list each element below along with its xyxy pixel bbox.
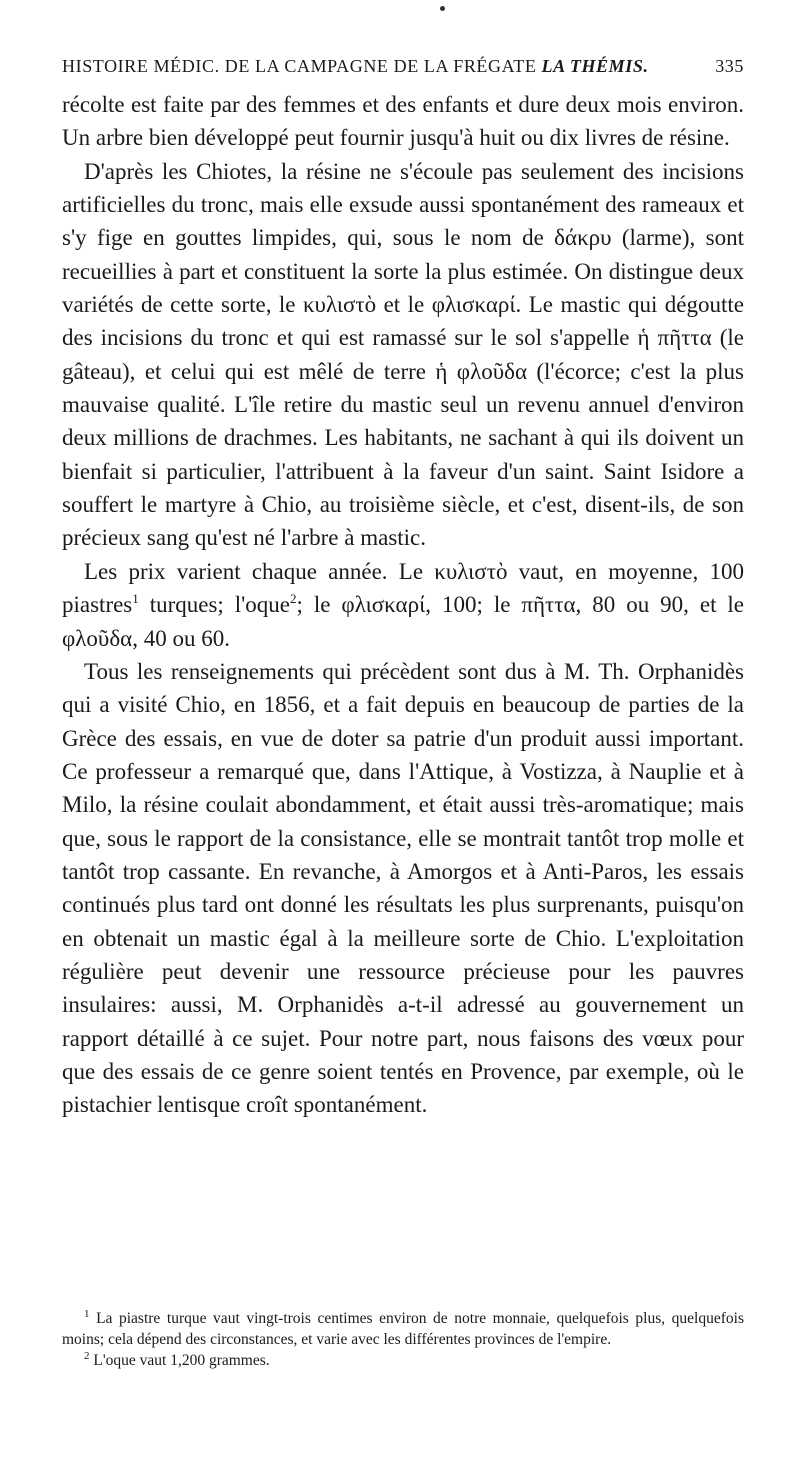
body-text [62,88,744,1122]
footnotes [62,1308,744,1371]
paragraph-2: D'après les Chiotes, la résine ne s'écoule pas seulement des incisions artificielles du tronc, mais elle exsude aussi spontanément des rameaux et s'y fige en gouttes limpides, qui, sous le nom de δάκρυ (larme), sont recueillies à part et constituent la sorte la plus estimée. On distingue deux variétés de cette sorte, le κυλιστὸ et le φλισκαρί. Le mastic qui dégoutte des incisions du tronc et qui est ramassé sur le sol s'appelle ἡ πῆττα (le gâteau), et celui qui est mêlé de terre ἡ φλοῦδα (l'écorce; c'est la plus mauvaise qualité. L'île retire du mastic seul un revenu annuel d'environ deux millions de drachmes. Les habitants, ne sachant à qui ils doivent un bienfait si particulier, l'attribuent à la faveur d'un saint. Saint Isidore a souffert le martyre à Chio, au troisième siècle, et c'est, disent-ils, de son précieux sang qu'est né l'arbre à mastic. [62,158,744,551]
footnote-1: $^1$ La piastre turque vaut vingt-trois centimes environ de notre monnaie, quelquefois plus, quelquefois moins; cela dépend des circonstances, et varie avec les différentes provinces de l'empire. [62,1308,744,1348]
paragraph-1: récolte est faite par des femmes et des enfants et dure deux mois environ. Un arbre bien développé peut fournir jusqu'à huit ou dix livres de résine. [62,92,744,151]
running-title-italic: LA THÉMIS. [541,56,649,76]
paragraph-3: Les prix varient chaque année. Le κυλιστὸ vaut, en moyenne, 100 piastres$^1$ turques; l'oque$^2$; le φλισκαρί, 100; le πῆττα, 80 ou 90, et le φλοῦδα, 40 ou 60. [62,558,745,651]
page-number: 335 [715,56,744,76]
footnote-2: $^2$ L'oque vaut 1,200 grammes. [84,1350,270,1369]
paragraph-4: Tous les renseignements qui précèdent sont dus à M. Th. Orphanidès qui a visité Chio, en 1856, et a fait depuis en beaucoup de parties de la Grèce des essais, en vue de doter sa patrie d'un produit aussi important. Ce professeur a remarqué que, dans l'Attique, à Vostizza, à Nauplie et à Milo, la résine coulait abondamment, et était aussi très-aromatique; mais que, sous le rapport de la consistance, elle se montrait tantôt trop molle et tantôt trop cassante. En revanche, à Amorgos et à Anti-Paros, les essais continués plus tard ont donné les résultats les plus surprenants, puisqu'on en obtenait un mastic égal à la meilleure sorte de Chio. L'exploitation régulière peut devenir une ressource précieuse pour les pauvres insulaires: aussi, M. Orphanidès a-t-il adressé au gouvernement un rapport détaillé à ce sujet. Pour notre part, nous faisons des vœux pour que des essais de ce genre soient tentés en Provence, par exemple, où le pistachier lentisque croît spontanément. [62,658,744,1118]
print-speck [440,6,445,11]
running-head [62,56,744,82]
footnote-ref-1[interactable]: 1 [132,591,139,607]
running-title: HISTOIRE MÉDIC. DE LA CAMPAGNE DE LA FRÉGATE LA THÉMIS. [62,56,649,76]
footnote-ref-2[interactable]: 2 [290,591,297,607]
footnote-mark-2: 2 [84,1350,90,1362]
footnote-mark-1: 1 [84,1308,90,1320]
